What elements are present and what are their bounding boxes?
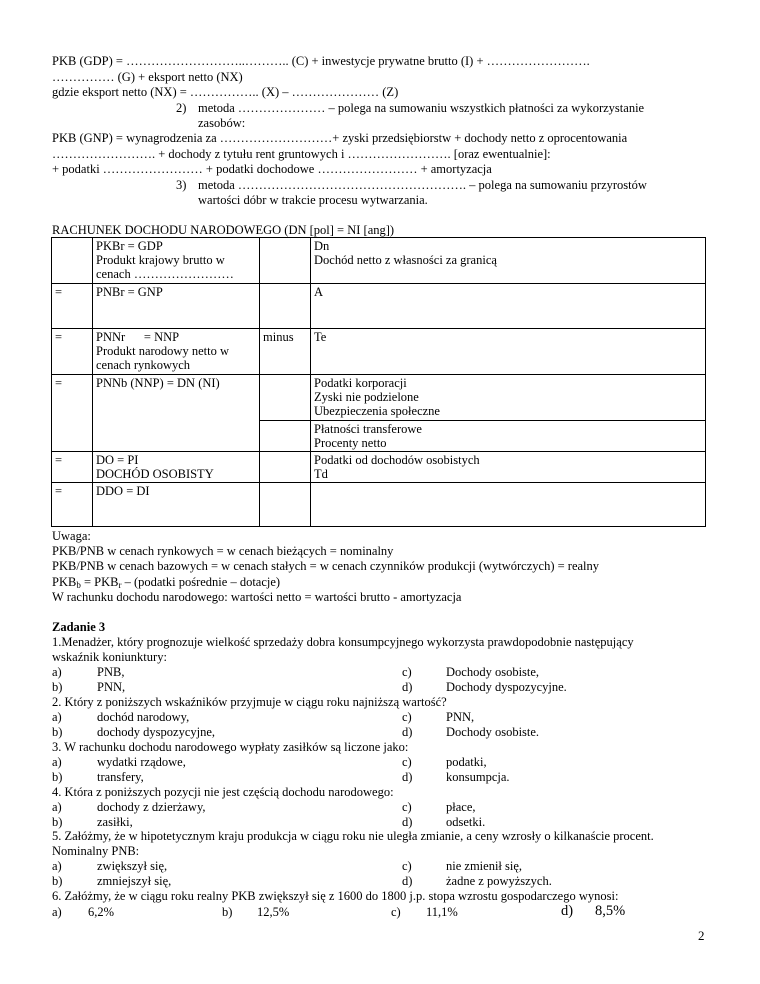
option-text: podatki, xyxy=(446,755,487,769)
option-text: transfery, xyxy=(97,770,144,784)
table-cell xyxy=(260,238,311,284)
option-text: zwiększył się, xyxy=(97,859,168,873)
table-cell xyxy=(93,238,260,284)
cell-line: cenach rynkowych xyxy=(96,358,191,372)
option-letter: d) xyxy=(561,903,574,919)
option-letter: d) xyxy=(402,770,413,784)
table-row xyxy=(52,329,706,375)
option-text: PNN, xyxy=(97,680,126,694)
note-text: PKB xyxy=(52,575,77,589)
method-2-line2: zasobów: xyxy=(198,116,246,130)
option-letter: b) xyxy=(52,874,63,888)
option-text: 6,2% xyxy=(88,905,115,919)
option-letter: c) xyxy=(391,905,401,919)
option-letter: a) xyxy=(52,755,62,769)
option-letter: c) xyxy=(402,859,412,873)
note-text: = PKB xyxy=(80,575,119,589)
option-text: PNB, xyxy=(97,665,125,679)
option-letter: a) xyxy=(52,665,62,679)
table-cell: = xyxy=(52,329,93,375)
table-cell xyxy=(52,238,93,284)
table-cell: = xyxy=(52,452,93,483)
gdp-formula-line1: PKB (GDP) = ………………………..……….. (C) + inwestycje prywatne brutto (I) + ……………………. xyxy=(52,54,590,68)
cell-line: PKBr = GDP xyxy=(96,239,163,253)
table-cell: minus xyxy=(260,329,311,375)
cell-line: DOCHÓD OSOBISTY xyxy=(96,467,214,481)
question-1-text: 1.Menadżer, który prognozuje wielkość sprzedaży dobra konsumpcyjnego wykorzysta prawdopodobnie następujący xyxy=(52,635,634,649)
table-cell: = xyxy=(52,284,93,329)
note-text: – (podatki pośrednie – dotacje) xyxy=(121,575,281,589)
cell-line: Produkt narodowy netto w xyxy=(96,344,229,358)
option-text: 12,5% xyxy=(257,905,290,919)
table-cell: DDO = DI xyxy=(93,483,260,527)
cell-line: Td xyxy=(314,467,328,481)
gnp-formula-line3: + podatki …………………… + podatki dochodowe …………………… + amortyzacja xyxy=(52,162,492,176)
cell-line: Dn xyxy=(314,239,330,253)
method-2-line1: metoda ………………… – polega na sumowaniu wszystkich płatności za wykorzystanie xyxy=(198,101,645,115)
subscript: r xyxy=(118,580,122,590)
gdp-formula-line2: …………… (G) + eksport netto (NX) xyxy=(52,70,243,84)
option-text: 8,5% xyxy=(595,903,626,919)
gnp-formula-line1: PKB (GNP) = wynagrodzenia za ………………………+ zyski przedsiębiorstw + dochody netto z oprocentowania xyxy=(52,131,628,145)
table-cell xyxy=(260,483,311,527)
option-letter: d) xyxy=(402,725,413,739)
option-text: dochody dyspozycyjne, xyxy=(97,725,216,739)
option-text: Dochody dyspozycyjne. xyxy=(446,680,567,694)
question-1-text-cont: wskaźnik koniunktury: xyxy=(52,650,167,664)
option-text: płace, xyxy=(446,800,476,814)
table-cell xyxy=(311,375,706,421)
question-3-text: 3. W rachunku dochodu narodowego wypłaty zasiłków są liczone jako: xyxy=(52,740,409,754)
question-4-text: 4. Która z poniższych pozycji nie jest częścią dochodu narodowego: xyxy=(52,785,394,799)
cell-line: Ubezpieczenia społeczne xyxy=(314,404,440,418)
option-text: dochód narodowy, xyxy=(97,710,190,724)
gnp-formula-line2: ……………………. + dochody z tytułu rent gruntowych i ……………………. [oraz ewentualnie]: xyxy=(52,147,551,161)
table-cell xyxy=(260,421,311,452)
method-3-number: 3) xyxy=(176,178,187,192)
option-text: PNN, xyxy=(446,710,475,724)
table-row xyxy=(52,284,706,329)
table-cell: PNNb (NNP) = DN (NI) xyxy=(93,375,260,452)
option-text: Dochody osobiste. xyxy=(446,725,540,739)
subscript: b xyxy=(76,580,81,590)
option-letter: c) xyxy=(402,755,412,769)
question-5-text: 5. Załóżmy, że w hipotetycznym kraju produkcja w ciągu roku nie uległa zmianie, a ceny wzrosły o kilkanaście procent. xyxy=(52,829,654,843)
method-3-line2: wartości dóbr w trakcie procesu wytwarzania. xyxy=(198,193,428,207)
table-cell xyxy=(260,284,311,329)
option-letter: a) xyxy=(52,710,62,724)
cell-line: PNNr = NNP xyxy=(96,330,180,344)
question-5-text-cont: Nominalny PNB: xyxy=(52,844,140,858)
cell-line: Zyski nie podzielone xyxy=(314,390,419,404)
cell-line: DO = PI xyxy=(96,453,139,467)
option-letter: b) xyxy=(52,725,63,739)
option-letter: a) xyxy=(52,859,62,873)
question-6-text: 6. Załóżmy, że w ciągu roku realny PKB zwiększył się z 1600 do 1800 j.p. stopa wzrostu gospodarczego wynosi: xyxy=(52,889,619,903)
table-cell xyxy=(311,483,706,527)
cell-line: Podatki od dochodów osobistych xyxy=(314,453,480,467)
cell-line: cenach …………………… xyxy=(96,267,234,281)
option-text: dochody z dzierżawy, xyxy=(97,800,206,814)
option-letter: a) xyxy=(52,905,62,919)
option-text: zmniejszył się, xyxy=(97,874,172,888)
option-text: żadne z powyższych. xyxy=(446,874,552,888)
method-2-number: 2) xyxy=(176,101,187,115)
cell-line: Procenty netto xyxy=(314,436,387,450)
option-letter: b) xyxy=(52,770,63,784)
option-letter: c) xyxy=(402,665,412,679)
notes-heading: Uwaga: xyxy=(52,529,91,543)
method-3-line1: metoda ………………………………………………. – polega na sumowaniu przyrostów xyxy=(198,178,647,192)
table-cell xyxy=(311,421,706,452)
cell-line: Dochód netto z własności za granicą xyxy=(314,253,497,267)
national-income-table xyxy=(51,237,706,527)
option-letter: b) xyxy=(222,905,233,919)
option-text: 11,1% xyxy=(426,905,458,919)
option-letter: a) xyxy=(52,800,62,814)
option-text: konsumpcja. xyxy=(446,770,510,784)
note-2: PKB/PNB w cenach bazowych = w cenach stałych = w cenach czynników produkcji (wytwórczych) = realny xyxy=(52,559,600,573)
table-cell xyxy=(311,452,706,483)
option-letter: b) xyxy=(52,815,63,829)
option-text: Dochody osobiste, xyxy=(446,665,540,679)
note-4: W rachunku dochodu narodowego: wartości netto = wartości brutto - amortyzacja xyxy=(52,590,462,604)
table-cell xyxy=(93,452,260,483)
note-1: PKB/PNB w cenach rynkowych = w cenach bieżących = nominalny xyxy=(52,544,394,558)
option-text: odsetki. xyxy=(446,815,486,829)
option-letter: d) xyxy=(402,815,413,829)
option-letter: c) xyxy=(402,800,412,814)
table-cell xyxy=(260,375,311,421)
table-cell: A xyxy=(311,284,706,329)
option-letter: d) xyxy=(402,874,413,888)
cell-line: Produkt krajowy brutto w xyxy=(96,253,225,267)
table-cell xyxy=(93,329,260,375)
table-cell xyxy=(260,452,311,483)
table-row xyxy=(52,375,706,421)
table-cell: Te xyxy=(311,329,706,375)
table-cell xyxy=(311,238,706,284)
option-letter: b) xyxy=(52,680,63,694)
table-row xyxy=(52,238,706,284)
table-cell: PNBr = GNP xyxy=(93,284,260,329)
table-cell: = xyxy=(52,375,93,452)
page-number: 2 xyxy=(698,928,705,943)
option-letter: c) xyxy=(402,710,412,724)
net-export-formula: gdzie eksport netto (NX) = …………….. (X) – ………………… (Z) xyxy=(52,85,399,99)
table-row xyxy=(52,483,706,527)
option-text: nie zmienił się, xyxy=(446,859,523,873)
table-cell: = xyxy=(52,483,93,527)
table-title: RACHUNEK DOCHODU NARODOWEGO (DN [pol] = NI [ang]) xyxy=(52,223,395,237)
option-text: wydatki rządowe, xyxy=(97,755,186,769)
option-text: zasiłki, xyxy=(97,815,133,829)
table-row xyxy=(52,452,706,483)
cell-line: Podatki korporacji xyxy=(314,376,407,390)
option-letter: d) xyxy=(402,680,413,694)
question-2-text: 2. Który z poniższych wskaźników przyjmuje w ciągu roku najniższą wartość? xyxy=(52,695,447,709)
cell-line: Płatności transferowe xyxy=(314,422,422,436)
section-title: Zadanie 3 xyxy=(52,620,106,634)
